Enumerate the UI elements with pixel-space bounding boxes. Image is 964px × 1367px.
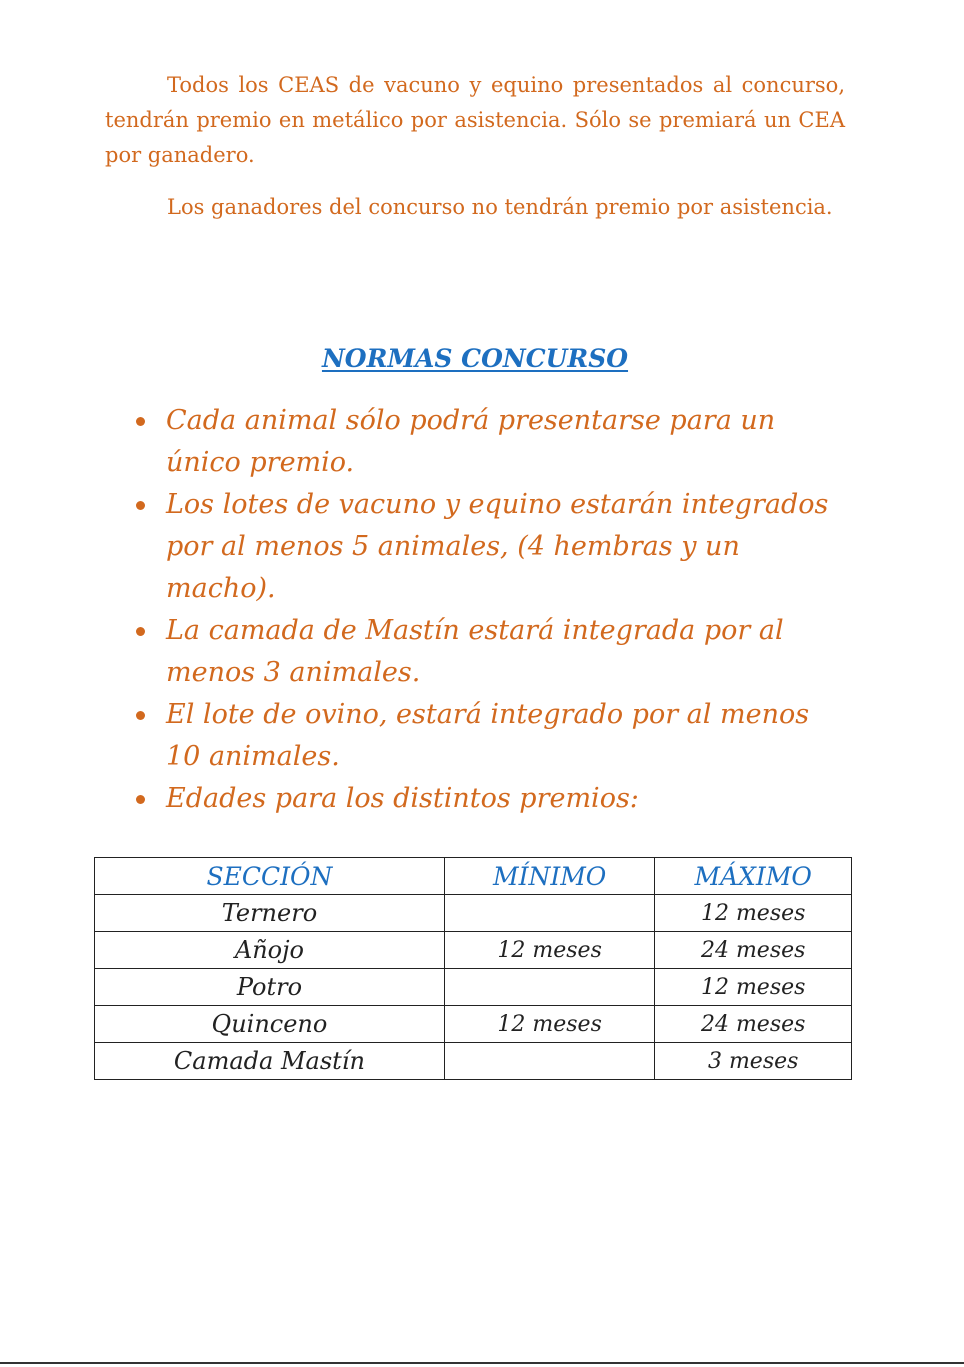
- rule-text: Los lotes de vacuno y equino estarán integrados por al menos 5 animales, (4 hembras y un macho).: [166, 489, 829, 604]
- cell-maximum: 24 meses: [655, 1006, 852, 1043]
- rule-text: El lote de ovino, estará integrado por al menos 10 animales.: [166, 699, 810, 772]
- table-row: [95, 1006, 852, 1043]
- bullet-icon: [136, 711, 145, 720]
- table-header-row: [95, 858, 852, 895]
- bullet-icon: [136, 501, 145, 510]
- intro-paragraph-ceas: Todos los CEAS de vacuno y equino presentados al concurso, tendrán premio en metálico por asistencia. Sólo se premiará un CEA por ganadero.: [105, 73, 845, 167]
- header-maximo: MÁXIMO: [655, 858, 852, 895]
- cell-section: Ternero: [95, 895, 445, 932]
- page-bottom-border: [0, 1362, 964, 1364]
- rules-list: [132, 400, 852, 820]
- bullet-icon: [136, 417, 145, 426]
- cell-minimum: 12 meses: [444, 932, 655, 969]
- rule-text: Cada animal sólo podrá presentarse para un único premio.: [166, 405, 776, 478]
- rule-text: La camada de Mastín estará integrada por al menos 3 animales.: [166, 615, 784, 688]
- bullet-icon: [136, 627, 145, 636]
- cell-maximum: 3 meses: [655, 1043, 852, 1080]
- age-table: [94, 857, 852, 1080]
- table-row: [95, 932, 852, 969]
- rule-item: [132, 484, 852, 610]
- header-minimo: MÍNIMO: [444, 858, 655, 895]
- cell-maximum: 24 meses: [655, 932, 852, 969]
- cell-section: Camada Mastín: [95, 1043, 445, 1080]
- cell-minimum: [444, 969, 655, 1006]
- cell-minimum: [444, 1043, 655, 1080]
- table-row: [95, 969, 852, 1006]
- table-row: [95, 895, 852, 932]
- rule-item: [132, 610, 852, 694]
- cell-minimum: 12 meses: [444, 1006, 655, 1043]
- rule-item: [132, 400, 852, 484]
- cell-section: Potro: [95, 969, 445, 1006]
- bullet-icon: [136, 795, 145, 804]
- rule-text: Edades para los distintos premios:: [166, 783, 639, 814]
- rule-item: [132, 778, 852, 820]
- cell-minimum: [444, 895, 655, 932]
- cell-section: Añojo: [95, 932, 445, 969]
- section-heading: NORMAS CONCURSO: [321, 344, 629, 373]
- intro-paragraph-winners: Los ganadores del concurso no tendrán premio por asistencia.: [167, 195, 833, 219]
- cell-maximum: 12 meses: [655, 969, 852, 1006]
- cell-section: Quinceno: [95, 1006, 445, 1043]
- cell-maximum: 12 meses: [655, 895, 852, 932]
- header-seccion: SECCIÓN: [95, 858, 445, 895]
- table-row: [95, 1043, 852, 1080]
- rule-item: [132, 694, 852, 778]
